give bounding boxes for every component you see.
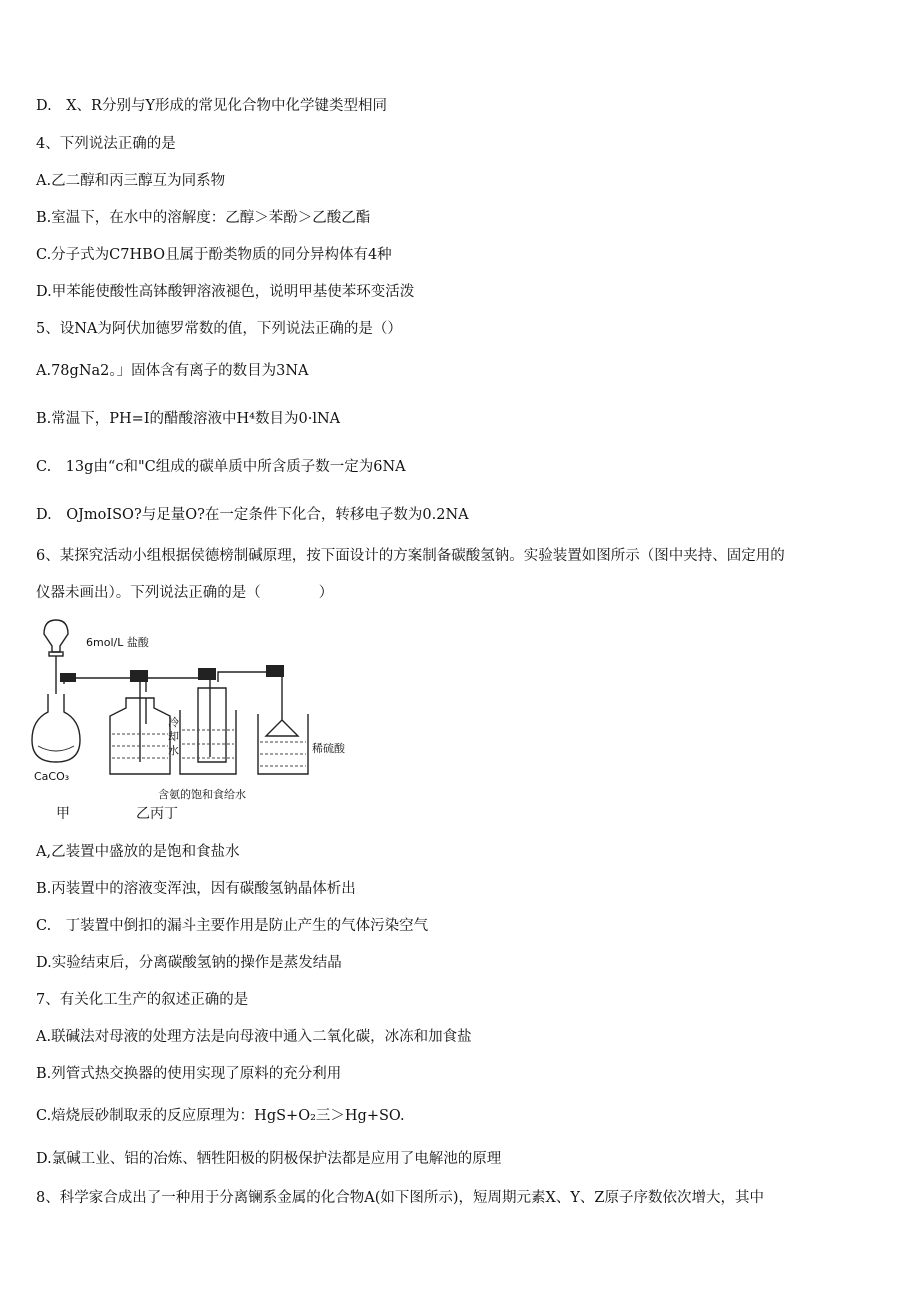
apparatus-diagram (30, 612, 370, 827)
question-6-title-line2: 仪器未画出）。下列说法正确的是（ ） (36, 585, 334, 601)
cold-water-label-1: 冷 (168, 716, 179, 729)
beaker-ding (258, 714, 308, 774)
round-bottom-flask (32, 694, 80, 762)
inverted-funnel (266, 708, 298, 736)
question-6-option-d: D.实验结束后，分离碳酸氢钠的操作是蒸发结晶 (36, 955, 342, 971)
question-5-option-c: C. 13g由“c和"C组成的碳单质中所含质子数一定为6NA (36, 459, 406, 475)
question-4-option-b: B.室温下，在水中的溶解度：乙醇＞苯酚＞乙酸乙酯 (36, 210, 371, 226)
question-5-title: 5、设NA为阿伏加德罗常数的值，下列说法正确的是（） (36, 321, 402, 337)
separatory-funnel (44, 620, 68, 652)
question-7-option-d: D.氯碱工业、铝的冶炼、牺牲阳极的阴极保护法都是应用了电解池的原理 (36, 1151, 502, 1167)
question-5-option-b: B.常温下，PH=I的醋酸溶液中H⁴数目为0·lNA (36, 411, 341, 427)
beaker-bing (180, 710, 236, 774)
question-7-option-a: A.联碱法对母液的处理方法是向母液中通入二氧化碳，冰冻和加食盐 (36, 1029, 472, 1045)
cold-water-label-3: 水 (168, 744, 179, 757)
question-line-d-bonds: D. X、R分别与Y形成的常见化合物中化学键类型相同 (36, 98, 388, 114)
tube-bing (198, 688, 226, 762)
flask-label: CaCO₃ (34, 770, 70, 783)
question-4-title: 4、下列说法正确的是 (36, 136, 176, 152)
question-4-option-a: A.乙二醇和丙三醇互为同系物 (36, 173, 226, 189)
question-4-option-c: C.分子式为C7HBO且属于酚类物质的同分异构体有4种 (36, 247, 392, 263)
question-8-title: 8、科学家合成出了一种用于分离镧系金属的化合物A(如下图所示)，短周期元素X、Y、Z原子序数依次增大，其中 (36, 1190, 764, 1206)
question-4-option-d: D.甲苯能使酸性高钵酸钾溶液褪色，说明甲基使苯环变活泼 (36, 284, 415, 300)
solution-label: 含氨的饱和食给水 (158, 788, 246, 801)
question-7-option-c: C.焙烧辰砂制取汞的反应原理为：HgS+O₂三＞Hg+SO. (36, 1108, 405, 1124)
cold-water-label-2: 却 (168, 730, 179, 743)
acid-label: 稀硫酸 (312, 742, 345, 755)
question-6-option-b: B.丙装置中的溶液变浑浊，因有碳酸氢钠晶体析出 (36, 881, 356, 897)
label-yi-bing-ding: 乙丙丁 (136, 806, 178, 822)
question-6-option-a: A,乙装置中盛放的是饱和食盐水 (36, 844, 240, 860)
question-5-option-d: D. OJmoISO?与足量O?在一定条件下化合，转移电子数为0.2NA (36, 507, 469, 523)
question-5-option-a: A.78gNa2。」固体含有离子的数目为3NA (36, 363, 309, 379)
question-6-option-c: C. 丁装置中倒扣的漏斗主要作用是防止产生的气体污染空气 (36, 918, 429, 934)
question-7-option-b: B.列管式热交换器的使用实现了原料的充分利用 (36, 1066, 342, 1082)
label-jia: 甲 (56, 806, 70, 822)
question-7-title: 7、有关化工生产的叙述正确的是 (36, 992, 249, 1008)
question-6-title-line1: 6、某探究活动小组根据侯德榜制碱原理，按下面设计的方案制备碳酸氢钠。实验装置如图所示（图中夹持、固定用的 (36, 548, 785, 564)
funnel-label: 6mol/L 盐酸 (86, 636, 149, 649)
